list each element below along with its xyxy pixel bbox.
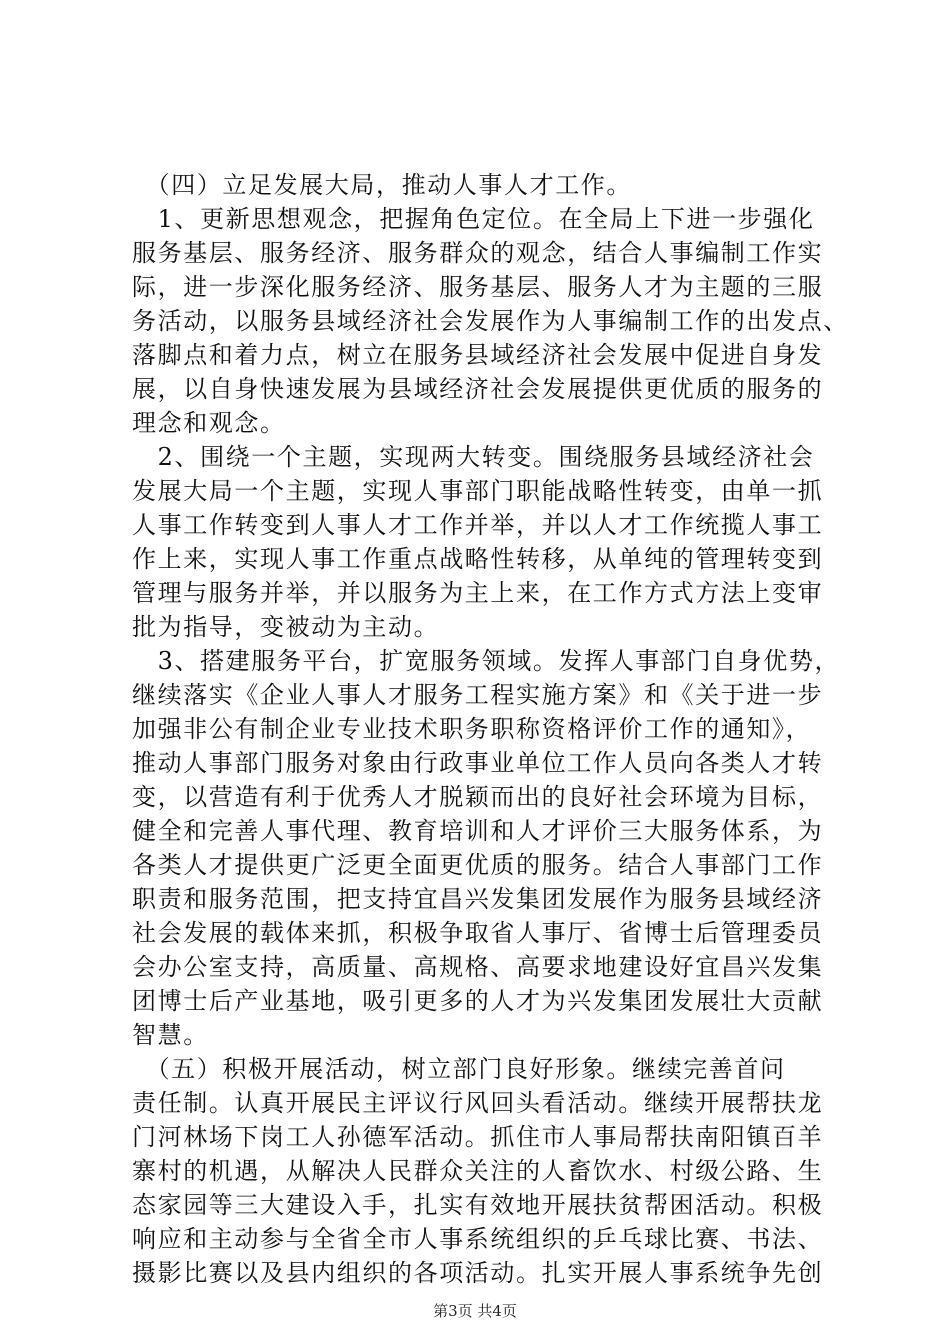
heading-section-4: （四）立足发展大局，推动人事人才工作。 — [132, 171, 632, 199]
paragraph-line: 落脚点和着力点，树立在服务县域经济社会发展中促进自身发 — [132, 341, 824, 369]
paragraph-line: 务活动，以服务县域经济社会发展作为人事编制工作的出发点、 — [132, 307, 849, 335]
paragraph-line: 响应和主动参与全省全市人事系统组织的乒乓球比赛、书法、 — [132, 1225, 824, 1253]
paragraph-line: 责任制。认真开展民主评议行风回头看活动。继续开展帮扶龙 — [132, 1089, 824, 1117]
heading-section-5: （五）积极开展活动，树立部门良好形象。继续完善首问 — [132, 1055, 786, 1083]
paragraph-line: 团博士后产业基地，吸引更多的人才为兴发集团发展壮大贡献 — [132, 987, 824, 1015]
paragraph-line: 际，进一步深化服务经济、服务基层、服务人才为主题的三服 — [132, 273, 824, 301]
paragraph-line: 人事工作转变到人事人才工作并举，并以人才工作统揽人事工 — [132, 511, 824, 539]
paragraph-line: 推动人事部门服务对象由行政事业单位工作人员向各类人才转 — [132, 749, 824, 777]
paragraph-line: 继续落实《企业人事人才服务工程实施方案》和《关于进一步 — [132, 681, 824, 709]
paragraph-line: 门河林场下岗工人孙德军活动。抓住市人事局帮扶南阳镇百羊 — [132, 1123, 824, 1151]
paragraph-line: 摄影比赛以及县内组织的各项活动。扎实开展人事系统争先创 — [132, 1259, 824, 1287]
paragraph-line: 3、搭建服务平台，扩宽服务领域。发挥人事部门自身优势， — [132, 647, 841, 675]
paragraph-line: 智慧。 — [132, 1021, 209, 1049]
paragraph-line: 态家园等三大建设入手，扎实有效地开展扶贫帮困活动。积极 — [132, 1191, 824, 1219]
paragraph-line: 社会发展的载体来抓，积极争取省人事厅、省博士后管理委员 — [132, 919, 824, 947]
paragraph-line: 批为指导，变被动为主动。 — [132, 613, 440, 641]
paragraph-line: 服务基层、服务经济、服务群众的观念，结合人事编制工作实 — [132, 239, 824, 267]
paragraph-line: 发展大局一个主题，实现人事部门职能战略性转变，由单一抓 — [132, 477, 824, 505]
paragraph-line: 作上来，实现人事工作重点战略性转移，从单纯的管理转变到 — [132, 545, 824, 573]
paragraph-line: 变，以营造有利于优秀人才脱颖而出的良好社会环境为目标， — [132, 783, 824, 811]
paragraph-line: 职责和服务范围，把支持宜昌兴发集团发展作为服务县域经济 — [132, 885, 824, 913]
paragraph-line: 会办公室支持，高质量、高规格、高要求地建设好宜昌兴发集 — [132, 953, 824, 981]
paragraph-line: 展，以自身快速发展为县域经济社会发展提供更优质的服务的 — [132, 375, 824, 403]
paragraph-line: 寨村的机遇，从解决人民群众关注的人畜饮水、村级公路、生 — [132, 1157, 824, 1185]
paragraph-line: 各类人才提供更广泛更全面更优质的服务。结合人事部门工作 — [132, 851, 824, 879]
paragraph-line: 健全和完善人事代理、教育培训和人才评价三大服务体系，为 — [132, 817, 824, 845]
paragraph-line: 1、更新思想观念，把握角色定位。在全局上下进一步强化 — [132, 205, 815, 233]
document-body — [132, 168, 852, 1290]
paragraph-line: 理念和观念。 — [132, 409, 286, 437]
paragraph-line: 管理与服务并举，并以服务为主上来，在工作方式方法上变审 — [132, 579, 824, 607]
paragraph-line: 2、围绕一个主题，实现两大转变。围绕服务县域经济社会 — [132, 443, 815, 471]
page-number-footer: 第3页 共4页 — [433, 1302, 517, 1320]
paragraph-line: 加强非公有制企业专业技术职务职称资格评价工作的通知》， — [132, 715, 812, 743]
